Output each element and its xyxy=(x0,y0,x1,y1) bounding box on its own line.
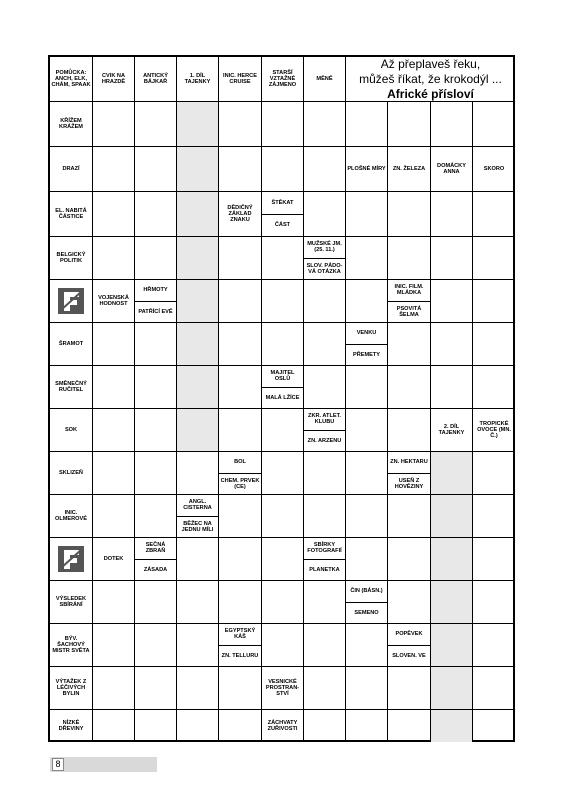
clue-split-upper: INIC. FILM. MLÁDKA xyxy=(388,280,431,302)
answer-cell[interactable] xyxy=(219,667,262,710)
answer-cell[interactable] xyxy=(304,581,346,624)
answer-cell[interactable] xyxy=(388,710,431,742)
answer-cell[interactable] xyxy=(431,102,473,147)
answer-cell[interactable] xyxy=(177,710,219,742)
answer-cell[interactable] xyxy=(431,192,473,237)
answer-cell[interactable] xyxy=(473,366,515,409)
answer-cell[interactable] xyxy=(219,323,262,366)
answer-cell[interactable] xyxy=(135,495,177,538)
answer-cell[interactable] xyxy=(93,495,135,538)
answer-cell[interactable] xyxy=(346,624,388,667)
clue-row2: PLOŠNÉ MÍRY xyxy=(346,147,388,192)
clue-row2: ZN. ŽELEZA xyxy=(388,147,431,192)
answer-cell[interactable] xyxy=(304,192,346,237)
answer-cell[interactable] xyxy=(177,323,219,366)
answer-cell[interactable] xyxy=(219,147,262,192)
answer-cell[interactable] xyxy=(346,667,388,710)
answer-cell[interactable] xyxy=(219,581,262,624)
crossword-grid xyxy=(48,55,515,742)
answer-cell[interactable] xyxy=(388,495,431,538)
answer-cell[interactable] xyxy=(346,102,388,147)
answer-cell[interactable] xyxy=(219,102,262,147)
answer-cell[interactable] xyxy=(135,192,177,237)
clue-split-lower: SLOVEN. VE xyxy=(388,646,431,668)
answer-cell[interactable] xyxy=(262,237,304,280)
answer-cell[interactable] xyxy=(304,495,346,538)
answer-cell[interactable] xyxy=(219,366,262,409)
clue-split-upper: ZKR. ATLET. KLUBU xyxy=(304,409,346,431)
answer-cell[interactable] xyxy=(346,409,388,452)
clue: ZÁCHVATY ZUŘIVOSTI xyxy=(262,710,304,742)
answer-cell[interactable] xyxy=(135,667,177,710)
publisher-logo-icon xyxy=(58,546,84,572)
answer-cell[interactable] xyxy=(93,237,135,280)
answer-cell[interactable] xyxy=(93,409,135,452)
answer-cell[interactable] xyxy=(304,102,346,147)
page-number: 8 xyxy=(52,758,64,771)
answer-cell[interactable] xyxy=(135,237,177,280)
answer-cell[interactable] xyxy=(135,624,177,667)
answer-cell[interactable] xyxy=(431,495,473,538)
answer-cell[interactable] xyxy=(473,237,515,280)
header-clue: STARŠÍ VZTAŽNÉ ZÁJMENO xyxy=(262,57,304,102)
clue-split-lower: ČÁST xyxy=(262,215,304,238)
answer-cell[interactable] xyxy=(346,237,388,280)
answer-cell[interactable] xyxy=(177,192,219,237)
left-clue: VÝTAŽEK Z LÉČIVÝCH BYLIN xyxy=(50,667,93,710)
answer-cell[interactable] xyxy=(473,667,515,710)
answer-cell[interactable] xyxy=(262,581,304,624)
answer-cell[interactable] xyxy=(388,323,431,366)
answer-cell[interactable] xyxy=(473,495,515,538)
answer-cell[interactable] xyxy=(177,409,219,452)
clue-split-lower: BĚŽEC NA JEDNU MÍLI xyxy=(177,517,219,539)
answer-cell[interactable] xyxy=(473,192,515,237)
clue-split-lower: PLANETKA xyxy=(304,560,346,582)
answer-cell[interactable] xyxy=(473,102,515,147)
answer-cell[interactable] xyxy=(177,667,219,710)
left-clue: SMĚNEČNÝ RUČITEL xyxy=(50,366,93,409)
answer-cell[interactable] xyxy=(473,710,515,742)
answer-cell[interactable] xyxy=(431,366,473,409)
answer-cell[interactable] xyxy=(93,624,135,667)
answer-cell[interactable] xyxy=(473,280,515,323)
clue-split-upper: SEČNÁ ZBRAŇ xyxy=(135,538,177,560)
clue-split-lower: ZN. TELLURU xyxy=(219,646,262,668)
answer-cell[interactable] xyxy=(388,366,431,409)
proverb-line2: můžeš říkat, že krokodýl ... xyxy=(359,71,502,86)
answer-cell[interactable] xyxy=(431,667,473,710)
clue-split-upper: ČIN (BÁSN.) xyxy=(346,581,388,603)
answer-cell[interactable] xyxy=(304,452,346,495)
answer-cell[interactable] xyxy=(219,409,262,452)
answer-cell[interactable] xyxy=(135,147,177,192)
header-clue: 1. DÍL TAJENKY xyxy=(177,57,219,102)
answer-cell[interactable] xyxy=(262,409,304,452)
answer-cell[interactable] xyxy=(346,366,388,409)
clue-split-lower: USEŇ Z HOVĚZINY xyxy=(388,474,431,496)
answer-cell[interactable] xyxy=(473,323,515,366)
answer-cell[interactable] xyxy=(219,280,262,323)
answer-cell[interactable] xyxy=(346,280,388,323)
answer-cell[interactable] xyxy=(219,237,262,280)
header-clue: ANTICKÝ BÁJKAŘ xyxy=(135,57,177,102)
proverb xyxy=(346,57,515,102)
clue-split-upper: POPĚVEK xyxy=(388,624,431,646)
answer-cell[interactable] xyxy=(93,192,135,237)
clue-split-upper: SBÍRKY FOTOGRAFIÍ xyxy=(304,538,346,560)
answer-cell[interactable] xyxy=(431,624,473,667)
answer-cell[interactable] xyxy=(304,710,346,742)
answer-cell[interactable] xyxy=(93,710,135,742)
clue-split-upper: BOL xyxy=(219,452,262,474)
answer-cell[interactable] xyxy=(431,280,473,323)
answer-cell[interactable] xyxy=(135,710,177,742)
answer-cell[interactable] xyxy=(219,538,262,581)
clue-split-upper: ZN. HEKTARU xyxy=(388,452,431,474)
answer-cell[interactable] xyxy=(262,323,304,366)
answer-cell[interactable] xyxy=(473,624,515,667)
left-clue: DRAZÍ xyxy=(50,147,93,192)
clue-split-upper: VENKU xyxy=(346,323,388,345)
answer-cell[interactable] xyxy=(262,147,304,192)
clue-split-upper: HŘMOTY xyxy=(135,280,177,302)
clue: 2. DÍL TAJENKY xyxy=(431,409,473,452)
clue-split-upper: MAJITEL OSLŮ xyxy=(262,366,304,388)
publisher-logo-icon xyxy=(58,288,84,314)
answer-cell[interactable] xyxy=(177,366,219,409)
clue: VESNICKÉ PROSTRAN-STVÍ xyxy=(262,667,304,710)
left-clue: BÝV. ŠACHOVÝ MISTR SVĚTA xyxy=(50,624,93,667)
answer-cell[interactable] xyxy=(346,710,388,742)
answer-cell[interactable] xyxy=(262,624,304,667)
answer-cell[interactable] xyxy=(262,452,304,495)
answer-cell[interactable] xyxy=(177,452,219,495)
answer-cell[interactable] xyxy=(388,667,431,710)
clue-split-lower: PATŘÍCÍ EVĚ xyxy=(135,302,177,324)
answer-cell[interactable] xyxy=(177,581,219,624)
answer-cell[interactable] xyxy=(346,495,388,538)
left-clue: SKLIZEŇ xyxy=(50,452,93,495)
answer-cell[interactable] xyxy=(346,192,388,237)
answer-cell[interactable] xyxy=(304,147,346,192)
answer-cell[interactable] xyxy=(388,102,431,147)
clue-split-upper: EGYPTSKÝ KÁŠ xyxy=(219,624,262,646)
publisher-logo xyxy=(50,280,93,323)
answer-cell[interactable] xyxy=(262,280,304,323)
clue-split-lower: MALÁ LŽÍCE xyxy=(262,388,304,410)
header-clue: MĚNĚ xyxy=(304,57,346,102)
answer-cell[interactable] xyxy=(346,538,388,581)
answer-cell[interactable] xyxy=(431,710,473,742)
answer-cell[interactable] xyxy=(93,147,135,192)
answer-cell[interactable] xyxy=(177,102,219,147)
header-clue: CVIK NA HRAZDĚ xyxy=(93,57,135,102)
answer-cell[interactable] xyxy=(93,102,135,147)
answer-cell[interactable] xyxy=(304,366,346,409)
answer-cell[interactable] xyxy=(431,323,473,366)
answer-cell[interactable] xyxy=(93,366,135,409)
answer-cell[interactable] xyxy=(262,102,304,147)
clue: VOJENSKÁ HODNOST xyxy=(93,280,135,323)
clue-row2: SKORO xyxy=(473,147,515,192)
header-clue: INIC. HERCE CRUISE xyxy=(219,57,262,102)
answer-cell[interactable] xyxy=(304,624,346,667)
answer-cell[interactable] xyxy=(135,323,177,366)
left-clue: INIC. OLMEROVÉ xyxy=(50,495,93,538)
clue: DĚDIČNÝ ZÁKLAD ZNAKU xyxy=(219,192,262,237)
answer-cell[interactable] xyxy=(135,581,177,624)
proverb-source: Africké přísloví xyxy=(387,86,474,101)
answer-cell[interactable] xyxy=(135,409,177,452)
publisher-logo xyxy=(50,538,93,581)
answer-cell[interactable] xyxy=(473,452,515,495)
clue-split-lower: PSOVITÁ ŠELMA xyxy=(388,302,431,324)
answer-cell[interactable] xyxy=(93,452,135,495)
answer-cell[interactable] xyxy=(431,452,473,495)
left-clue: BELGICKÝ POLITIK xyxy=(50,237,93,280)
answer-cell[interactable] xyxy=(262,538,304,581)
answer-cell[interactable] xyxy=(93,323,135,366)
answer-cell[interactable] xyxy=(177,147,219,192)
clue-split-lower: ZÁSADA xyxy=(135,560,177,582)
answer-cell[interactable] xyxy=(304,323,346,366)
answer-cell[interactable] xyxy=(135,366,177,409)
answer-cell[interactable] xyxy=(177,624,219,667)
answer-cell[interactable] xyxy=(388,237,431,280)
clue: DOTEK xyxy=(93,538,135,581)
answer-cell[interactable] xyxy=(473,538,515,581)
left-clue: KŘÍŽEM KRÁŽEM xyxy=(50,102,93,147)
answer-cell[interactable] xyxy=(431,538,473,581)
clue-split-upper: ANGL. CISTERNA xyxy=(177,495,219,517)
answer-cell[interactable] xyxy=(93,581,135,624)
header-clue: POMŮCKA: ANCH, ELK, CHÁM, SPAAK xyxy=(50,57,93,102)
answer-cell[interactable] xyxy=(219,495,262,538)
clue-split-lower: SEMENO xyxy=(346,603,388,625)
clue-split-upper: ŠTĚKAT xyxy=(262,192,304,215)
answer-cell[interactable] xyxy=(219,710,262,742)
answer-cell[interactable] xyxy=(262,495,304,538)
left-clue: VÝSLEDEK SBÍRÁNÍ xyxy=(50,581,93,624)
answer-cell[interactable] xyxy=(177,237,219,280)
answer-cell[interactable] xyxy=(473,581,515,624)
page-number-bar xyxy=(50,757,157,772)
left-clue: SOK xyxy=(50,409,93,452)
clue-split-lower: PŘEMETY xyxy=(346,345,388,367)
answer-cell[interactable] xyxy=(135,452,177,495)
answer-cell[interactable] xyxy=(388,192,431,237)
answer-cell[interactable] xyxy=(388,409,431,452)
answer-cell[interactable] xyxy=(304,280,346,323)
answer-cell[interactable] xyxy=(388,538,431,581)
answer-cell[interactable] xyxy=(135,102,177,147)
left-clue: NÍZKÉ DŘEVINY xyxy=(50,710,93,742)
proverb-line1: Až přeplaveš řeku, xyxy=(380,56,481,71)
clue-split-lower: SLOV. PÁDO-VÁ OTÁZKA xyxy=(304,259,346,281)
answer-cell[interactable] xyxy=(304,667,346,710)
left-clue: ŠRAMOT xyxy=(50,323,93,366)
clue-split-lower: ZN. ARZENU xyxy=(304,431,346,453)
answer-cell[interactable] xyxy=(431,237,473,280)
answer-cell[interactable] xyxy=(177,280,219,323)
answer-cell[interactable] xyxy=(177,538,219,581)
left-clue: EL. NABITÁ ČÁSTICE xyxy=(50,192,93,237)
answer-cell[interactable] xyxy=(431,581,473,624)
answer-cell[interactable] xyxy=(346,452,388,495)
answer-cell[interactable] xyxy=(388,581,431,624)
answer-cell[interactable] xyxy=(93,667,135,710)
clue-row2: DOMÁCKY ANNA xyxy=(431,147,473,192)
clue-split-upper: MUŽSKÉ JM. (25. 11.) xyxy=(304,237,346,259)
clue: TROPICKÉ OVOCE (MN. Č.) xyxy=(473,409,515,452)
clue-split-lower: CHEM. PRVEK (CE) xyxy=(219,474,262,496)
